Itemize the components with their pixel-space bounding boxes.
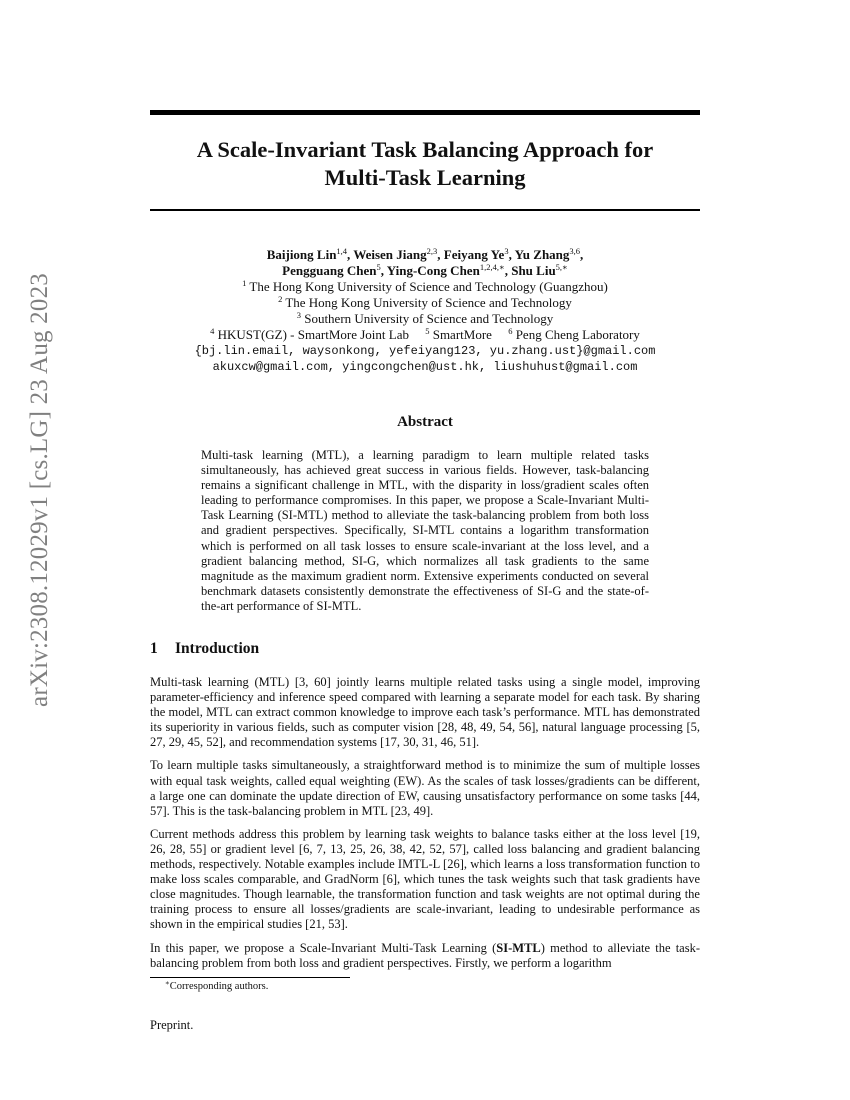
author-sup: 1,4	[336, 246, 348, 256]
author-sep: ,	[508, 247, 515, 262]
preprint-label: Preprint.	[150, 1018, 194, 1032]
author-sup: 3	[504, 246, 509, 256]
affiliation-sup: 3	[296, 310, 301, 320]
footnote-rule	[150, 977, 350, 978]
author-line-2	[150, 263, 700, 279]
section-heading	[150, 640, 259, 658]
author-sup: 1,2,4,∗	[479, 262, 505, 272]
affiliation-text: SmartMore	[429, 327, 492, 342]
affiliation-line	[150, 295, 700, 311]
affiliation-text: HKUST(GZ) - SmartMore Joint Lab	[214, 327, 409, 342]
footnote-text: Corresponding authors.	[169, 981, 269, 992]
paragraph	[150, 941, 700, 971]
author-sup: 5,∗	[555, 262, 568, 272]
title-line-2: Multi-Task Learning	[324, 165, 526, 190]
affiliation-text: The Hong Kong University of Science and Technology (Guangzhou)	[246, 279, 608, 294]
abstract-heading: Abstract	[397, 414, 453, 430]
paragraph-text: In this paper, we propose a Scale-Invariant Multi-Task Learning (	[150, 940, 497, 955]
email-line-2: akuxcw@gmail.com, yingcongchen@ust.hk, liushuhust@gmail.com	[212, 360, 638, 374]
affiliation-line-4	[150, 327, 700, 343]
arxiv-identifier: arXiv:2308.12029v1 [cs.LG] 23 Aug 2023	[26, 273, 53, 707]
author-name: Baijiong Lin	[266, 247, 337, 262]
affiliation-sup: 5	[425, 326, 430, 336]
author-name: Feiyang Ye	[443, 247, 505, 262]
footnote-mark: ∗	[165, 979, 170, 987]
paragraph: Current methods address this problem by learning task weights to balance tasks either at the loss level [19, 26, 28, 55] or gradient level [6, 7, 13, 25, 26, 38, 42, 52, 57], called loss balancing and gradient balancing methods, respectively. Notable examples include IMTL-L [26], which learns a loss transformation function to make loss scales comparable, and GradNorm [6], which tunes the task weights such that task gradients have close magnitudes. Though learnable, the transformation function and task weights are not optimal during the training process to ensure all losses/gradients are scale-invariant, leading to undesirable performance as shown in the empirical studies [21, 53].	[150, 826, 700, 932]
author-sup: 5	[376, 262, 381, 272]
title-rule-top	[150, 110, 700, 115]
affiliation-sup: 4	[210, 326, 215, 336]
author-block	[150, 247, 700, 375]
footnote	[165, 981, 268, 992]
affiliation-sup: 6	[508, 326, 513, 336]
section-number: 1	[150, 640, 158, 657]
paragraph: To learn multiple tasks simultaneously, a straightforward method is to minimize the sum of multiple losses with equal task weights, called equal weighting (EW). As the scales of task losses/gradients can be different, a large one can dominate the update direction of EW, causing unsatisfactory performance on some tasks [44, 57]. This is the task-balancing problem in MTL [23, 49].	[150, 758, 700, 818]
affiliation-line	[150, 279, 700, 295]
introduction-body	[150, 675, 700, 979]
author-name: Pengguang Chen	[282, 263, 377, 278]
affiliation-line	[150, 311, 700, 327]
paper-title	[150, 136, 700, 192]
author-line-1	[150, 247, 700, 263]
author-sep: ,	[580, 247, 584, 262]
method-name: SI-MTL	[496, 940, 541, 955]
author-sep: ,	[437, 247, 444, 262]
author-name: Yu Zhang	[514, 247, 570, 262]
author-sep: ,	[347, 247, 354, 262]
affiliation-text: Peng Cheng Laboratory	[512, 327, 640, 342]
abstract-text: Multi-task learning (MTL), a learning paradigm to learn multiple related tasks simultaneously, has achieved great success in various fields. However, task-balancing remains a significant challenge in MTL, with the disparity in loss/gradient scales often leading to performance compromises. In this paper, we propose a Scale-Invariant Multi-Task Learning (SI-MTL) method to alleviate the task-balancing problem from both loss and gradient perspectives. Specifically, SI-MTL contains a logarithm transformation which is performed on all task losses to ensure scale-invariant at the loss level, and a gradient balancing method, SI-G, which normalizes all task gradients to the same magnitude as the maximum gradient norm. Extensive experiments conducted on several benchmark datasets consistently demonstrate the effectiveness of SI-G and the state-of-the-art performance of SI-MTL.	[201, 448, 649, 613]
author-sup: 3,6	[569, 246, 581, 256]
affiliation-text: The Hong Kong University of Science and Technology	[282, 295, 572, 310]
affiliation-sup: 1	[242, 278, 247, 288]
affiliation-sup: 2	[278, 294, 283, 304]
author-name: Ying-Cong Chen	[386, 263, 480, 278]
author-sep: ,	[380, 263, 387, 278]
author-name: Shu Liu	[511, 263, 556, 278]
paragraph-text: ) method to alleviate the task-balancing problem from both loss and gradient perspectives. Firstly, we perform a logarithm	[150, 940, 700, 970]
email-line-1: {bj.lin.email, waysonkong, yefeiyang123, yu.zhang.ust}@gmail.com	[194, 344, 656, 358]
author-name: Weisen Jiang	[353, 247, 427, 262]
author-sep: ,	[504, 263, 512, 278]
title-line-1: A Scale-Invariant Task Balancing Approach for	[196, 137, 654, 162]
author-sup: 2,3	[426, 246, 438, 256]
paragraph: Multi-task learning (MTL) [3, 60] jointly learns multiple related tasks using a single model, improving parameter-efficiency and inference speed compared with learning a separate model for each task. By sharing the model, MTL can extract common knowledge to improve each task’s performance. MTL has demonstrated its superiority in various fields, such as computer vision [28, 48, 49, 54, 56], natural language processing [5, 27, 29, 45, 52], and recommendation systems [17, 30, 31, 46, 51].	[150, 675, 700, 750]
section-title: Introduction	[175, 640, 260, 657]
affiliation-text: Southern University of Science and Technology	[300, 311, 554, 326]
title-rule-bottom	[150, 209, 700, 211]
